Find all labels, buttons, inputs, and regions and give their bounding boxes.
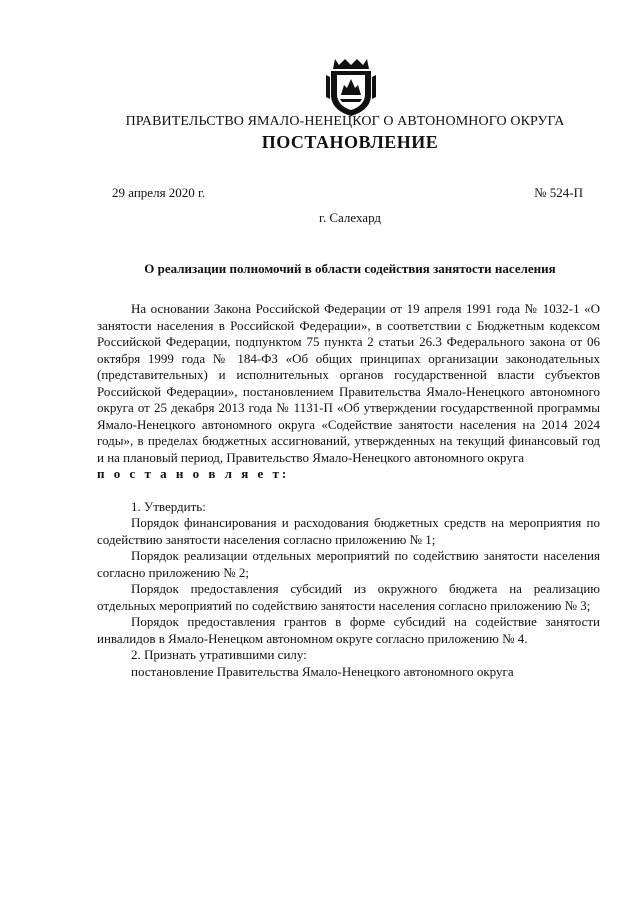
document-body: [97, 301, 600, 680]
document-date: 29 апреля 2020 г.: [112, 185, 206, 200]
resolution-keyword: п о с т а н о в л я е т:: [97, 466, 290, 481]
item-2: 2. Признать утратившими силу:: [131, 647, 307, 662]
document-subject: О реализации полномочий в области содействия занятости населения: [144, 261, 556, 276]
item-1-sub-1: Порядок финансирования и расходования бюджетных средств на мероприятия по содействию занятости населения согласно приложению № 1;: [97, 515, 600, 547]
item-1-sub-3: Порядок предоставления субсидий из окружного бюджета на реализацию отдельных мероприятий по содействию занятости населения согласно приложению № 3;: [97, 581, 600, 613]
item-1-sub-2: Порядок реализации отдельных мероприятий по содействию занятости населения согласно приложению № 2;: [97, 548, 600, 580]
government-title: ПРАВИТЕЛЬСТВО ЯМАЛО-НЕНЕЦКОГ О АВТОНОМНОГО ОКРУГА: [125, 114, 565, 129]
preamble-text: На основании Закона Российской Федерации от 19 апреля 1991 года № 1032-1 «О занятости населения в Российской Федерации», в соответствии с Бюджетным кодексом Российской Федерации, подпунктом 75 пункта 2 статьи 26.3 Федерального закона от 06 октября 1999 года № 184-ФЗ «Об общих принципах организации законодательных (представительных) и исполнительных органов государственной власти субъектов Российской Федерации», постановлением Правительства Ямало-Ненецкого автономного округа от 25 декабря 2013 года № 1131-П «Об утверждении государственной программы Ямало-Ненецкого автономного округа «Содействие занятости населения на 2014 2024 годы», в пределах бюджетных ассигнований, утвержденных на текущий финансовый год и на плановый период, Правительство Ямало-Ненецкого автономного округа: [97, 301, 600, 465]
coat-of-arms-icon: [325, 55, 377, 117]
document-number: № 524-П: [534, 185, 583, 200]
preamble-paragraph: [97, 301, 600, 466]
spacer: [97, 483, 600, 499]
resolution-keyword-line: [97, 466, 600, 483]
document-type: ПОСТАНОВЛЕНИЕ: [261, 132, 439, 152]
item-1: 1. Утвердить:: [131, 498, 206, 514]
item-1-sub-4: Порядок предоставления грантов в форме субсидий на содействие занятости инвалидов в Ямало-Ненецком автономном округе согласно приложению № 4.: [97, 614, 600, 646]
document-city: г. Салехард: [318, 210, 382, 225]
item-2-sub-1: постановление Правительства Ямало-Ненецкого автономного округа: [131, 663, 514, 679]
